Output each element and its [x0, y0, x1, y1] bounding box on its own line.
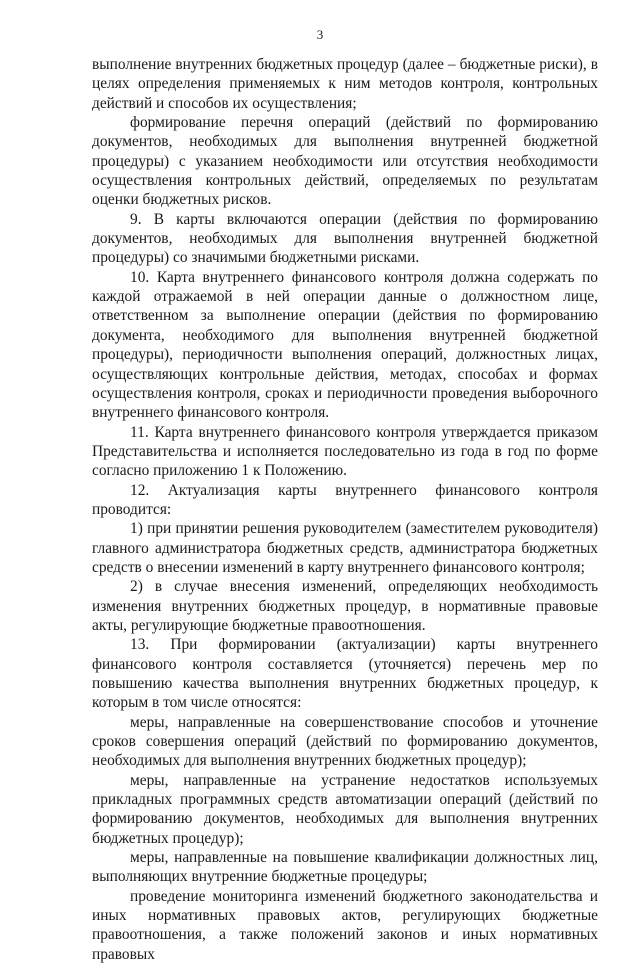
document-body — [92, 55, 598, 964]
paragraph-risks-continuation: выполнение внутренних бюджетных процедур (далее – бюджетные риски), в целях определения применяемых к ним методов контроля, контрольных действий и способов их осуществления; — [92, 56, 598, 112]
measure-monitoring: проведение мониторинга изменений бюджетного законодательства и иных нормативных правовых актов, регулирующих бюджетные правоотношения, а также положений законов и иных нормативных правовых — [92, 887, 598, 963]
page-number: 3 — [316, 27, 324, 42]
measure-software: меры, направленные на устранение недостатков используемых прикладных программных средств автоматизации операций (действий по формированию документов, необходимых для выполнения внутренних бюджетных процедур); — [92, 771, 598, 847]
measure-methods: меры, направленные на совершенствование способов и уточнение сроков совершения операций (действий по формированию документов, необходимых для выполнения внутренних бюджетных процедур); — [92, 713, 598, 770]
paragraph-12-item-1: 1) при принятии решения руководителем (заместителем руководителя) главного администратора бюджетных средств, администратора бюджетных средств о внесении изменений в карту внутреннего финансового контроля; — [92, 520, 598, 576]
paragraph-10: 10. Карта внутреннего финансового контроля должна содержать по каждой отражаемой в ней операции данные о должностном лице, ответственном за выполнение операции (действия по формированию документа, необходимого для выполнения внутренней бюджетной процедуры), периодичности выполнения операций, должностных лицах, осуществляющих контрольные действия, методах, способах и формах осуществления контроля, сроках и периодичности проведения выборочного внутреннего финансового контроля. — [92, 268, 598, 422]
paragraph-9: 9. В карты включаются операции (действия по формированию документов, необходимых для выполнения внутренней бюджетной процедуры) со значимыми бюджетными рисками. — [92, 210, 598, 267]
paragraph-12-item-2: 2) в случае внесения изменений, определяющих необходимость изменения внутренних бюджетных процедур, в нормативные правовые акты, регулирующие бюджетные правоотношения. — [92, 578, 598, 634]
paragraph-11: 11. Карта внутреннего финансового контроля утверждается приказом Представительства и исполняется последовательно из года в год по форме согласно приложению 1 к Положению. — [92, 423, 598, 480]
paragraph-12: 12. Актуализация карты внутреннего финансового контроля проводится: — [92, 481, 598, 518]
paragraph-operations-list: формирование перечня операций (действий по формированию документов, необходимых для выполнения внутренней бюджетной процедуры) с указанием необходимости или отсутствия необходимости осуществления контрольных действий, определяемых по результатам оценки бюджетных рисков. — [92, 114, 598, 209]
paragraph-13: 13. При формировании (актуализации) карты внутреннего финансового контроля составляется (уточняется) перечень мер по повышению качества выполнения внутренних бюджетных процедур, к которым в том числе относятся: — [92, 636, 598, 712]
measure-qualification: меры, направленные на повышение квалификации должностных лиц, выполняющих внутренние бюджетные процедуры; — [92, 849, 598, 886]
